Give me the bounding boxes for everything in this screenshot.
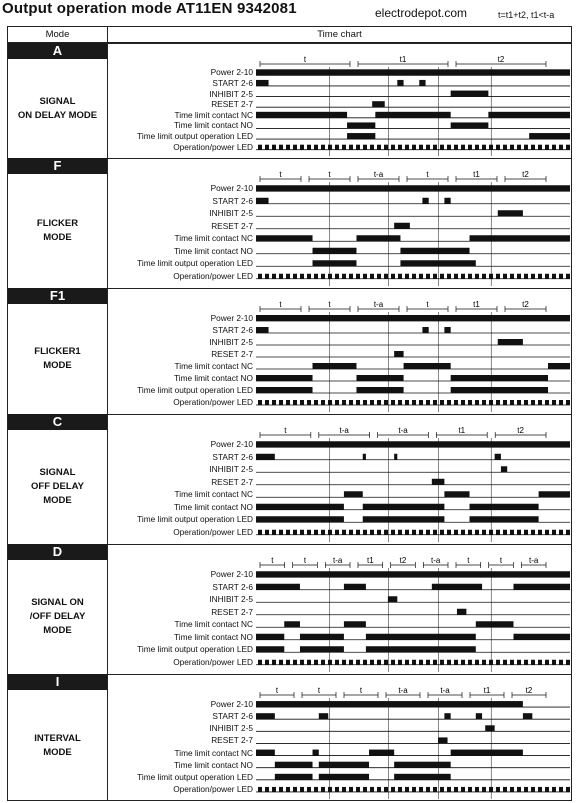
mode-name-1: SIGNAL ON DELAY MODE bbox=[17, 95, 98, 121]
dim-label: t bbox=[303, 55, 307, 64]
led-pulse bbox=[279, 787, 283, 792]
signal-high bbox=[256, 750, 275, 756]
mode-letter-6: I bbox=[8, 674, 107, 690]
mode-letter-5: D bbox=[8, 544, 107, 560]
led-pulse bbox=[468, 787, 472, 792]
signal-label: INHIBIT 2-5 bbox=[209, 88, 253, 99]
signal-high bbox=[394, 762, 451, 768]
signal-label: START 2-6 bbox=[212, 77, 253, 88]
dim-label: t1 bbox=[366, 556, 374, 565]
signal-label: Power 2-10 bbox=[210, 569, 253, 580]
signal-label: Operation/power LED bbox=[173, 270, 253, 281]
signal-high bbox=[319, 713, 328, 719]
dim-label: t-a bbox=[398, 686, 408, 695]
signal-label: Time limit contact NC bbox=[174, 619, 253, 630]
signal-label: Time limit contact NO bbox=[174, 245, 253, 256]
site-watermark: electrodepot.com bbox=[375, 6, 468, 20]
signal-label: INHIBIT 2-5 bbox=[209, 723, 253, 734]
mode-letter-3: F1 bbox=[8, 288, 107, 304]
dim-label: t-a bbox=[398, 426, 408, 435]
signal-label: RESET 2-7 bbox=[211, 99, 253, 110]
mode-column-header: Mode bbox=[45, 29, 70, 40]
led-pulse bbox=[377, 787, 381, 792]
signal-label: Power 2-10 bbox=[210, 313, 253, 323]
signal-label: Operation/power LED bbox=[173, 656, 253, 667]
led-pulse bbox=[328, 787, 332, 792]
led-pulse bbox=[405, 787, 409, 792]
led-pulse bbox=[461, 787, 465, 792]
dim-label: t-a bbox=[430, 556, 441, 565]
dim-label: t bbox=[426, 170, 429, 179]
led-pulse bbox=[286, 787, 290, 792]
signal-high bbox=[275, 762, 313, 768]
signal-label: INHIBIT 2-5 bbox=[209, 464, 253, 475]
led-pulse bbox=[510, 787, 514, 792]
signal-high bbox=[485, 725, 494, 731]
led-pulse bbox=[300, 787, 304, 792]
signal-high bbox=[476, 713, 482, 719]
page-title: Output operation mode AT11EN 9342081 bbox=[2, 0, 297, 17]
signal-label: Time limit output operation LED bbox=[137, 644, 253, 655]
dim-label: t bbox=[284, 426, 287, 435]
led-pulse bbox=[321, 787, 325, 792]
signal-label: Operation/power LED bbox=[173, 141, 253, 152]
signal-label: Time limit contact NO bbox=[174, 373, 253, 383]
signal-label: Time limit contact NO bbox=[174, 501, 253, 512]
led-pulse bbox=[447, 787, 451, 792]
signal-label: Time limit contact NO bbox=[174, 759, 253, 770]
led-pulse bbox=[265, 787, 269, 792]
dim-label: t2 bbox=[522, 170, 529, 179]
led-pulse bbox=[419, 787, 423, 792]
signal-high bbox=[319, 774, 369, 780]
led-pulse bbox=[517, 787, 521, 792]
led-pulse bbox=[524, 787, 528, 792]
dim-label: t-a bbox=[528, 556, 539, 565]
signal-label: Time limit output operation LED bbox=[137, 385, 253, 395]
signal-label: Time limit output operation LED bbox=[137, 131, 253, 142]
signal-high bbox=[438, 737, 447, 743]
signal-high bbox=[444, 713, 450, 719]
signal-high bbox=[523, 713, 532, 719]
signal-label: Time limit contact NC bbox=[174, 489, 253, 500]
signal-label: START 2-6 bbox=[212, 195, 253, 206]
led-pulse bbox=[314, 787, 318, 792]
led-pulse bbox=[293, 787, 297, 792]
signal-label: INHIBIT 2-5 bbox=[209, 594, 253, 605]
dim-label: t1 bbox=[399, 55, 407, 64]
mode-name-5: SIGNAL ON /OFF DELAY MODE bbox=[29, 597, 86, 636]
timing-formula: t=t1+t2, t1<t-a bbox=[498, 10, 555, 20]
signal-label: START 2-6 bbox=[212, 451, 253, 462]
led-pulse bbox=[391, 787, 395, 792]
dim-label: t-a bbox=[373, 300, 384, 309]
led-pulse bbox=[335, 787, 339, 792]
signal-high bbox=[319, 762, 369, 768]
led-pulse bbox=[412, 787, 416, 792]
mode-name-2: FLICKER MODE bbox=[36, 218, 79, 243]
signal-label: Time limit output operation LED bbox=[137, 514, 253, 525]
mode-letter-1: A bbox=[8, 43, 107, 59]
signal-label: Time limit contact NC bbox=[174, 233, 253, 244]
signal-label: START 2-6 bbox=[212, 581, 253, 592]
dim-label: t-a bbox=[332, 556, 343, 565]
signal-label: Time limit contact NC bbox=[174, 109, 253, 120]
header bbox=[0, 0, 577, 26]
dim-label: t-a bbox=[339, 426, 349, 435]
dim-label: t2 bbox=[517, 426, 524, 435]
mode-name-4: SIGNAL OFF DELAY MODE bbox=[31, 467, 84, 506]
signal-label: Time limit output operation LED bbox=[137, 258, 253, 269]
led-pulse bbox=[258, 787, 262, 792]
led-pulse bbox=[475, 787, 479, 792]
signal-label: INHIBIT 2-5 bbox=[209, 337, 253, 347]
dim-label: t1 bbox=[473, 300, 480, 309]
led-pulse bbox=[440, 787, 444, 792]
signal-label: Operation/power LED bbox=[173, 397, 253, 407]
led-pulse bbox=[538, 787, 542, 792]
dim-label: t bbox=[499, 556, 503, 565]
led-pulse bbox=[496, 787, 500, 792]
dim-label: t2 bbox=[522, 300, 529, 309]
time-chart-column-header: Time chart bbox=[317, 29, 362, 40]
signal-label: Time limit contact NC bbox=[174, 361, 253, 371]
dim-label: t bbox=[426, 300, 429, 309]
signal-label: INHIBIT 2-5 bbox=[209, 208, 253, 219]
dim-label: t2 bbox=[497, 55, 505, 64]
mode-name-6: INTERVAL MODE bbox=[34, 732, 81, 758]
led-pulse bbox=[349, 787, 353, 792]
dim-label: t bbox=[467, 556, 470, 565]
signal-label: Operation/power LED bbox=[173, 783, 253, 794]
led-pulse bbox=[552, 787, 556, 792]
timing-table bbox=[7, 26, 572, 801]
led-pulse bbox=[363, 787, 367, 792]
led-pulse bbox=[307, 787, 311, 792]
signal-label: RESET 2-7 bbox=[211, 735, 253, 746]
signal-high bbox=[451, 750, 523, 756]
led-pulse bbox=[342, 787, 346, 792]
signal-label: START 2-6 bbox=[212, 325, 253, 335]
signal-high bbox=[256, 701, 523, 707]
dim-label: t bbox=[303, 556, 307, 565]
dim-label: t bbox=[359, 686, 363, 695]
signal-label: Power 2-10 bbox=[210, 67, 253, 78]
dim-label: t bbox=[317, 686, 321, 695]
signal-high bbox=[256, 713, 275, 719]
signal-label: RESET 2-7 bbox=[211, 606, 253, 617]
mode-name-3: FLICKER1 MODE bbox=[34, 346, 81, 371]
dim-label: t2 bbox=[525, 686, 533, 695]
dim-label: t-a bbox=[373, 170, 384, 179]
signal-label: Power 2-10 bbox=[210, 699, 253, 710]
dim-label: t bbox=[328, 300, 331, 309]
led-pulse bbox=[426, 787, 430, 792]
led-pulse bbox=[531, 787, 535, 792]
dim-label: t1 bbox=[473, 170, 480, 179]
led-pulse bbox=[398, 787, 402, 792]
led-pulse bbox=[384, 787, 388, 792]
signal-label: Operation/power LED bbox=[173, 526, 253, 537]
led-pulse bbox=[454, 787, 458, 792]
signal-label: RESET 2-7 bbox=[211, 349, 253, 359]
led-pulse bbox=[503, 787, 507, 792]
time-chart-6 bbox=[8, 27, 573, 802]
signal-label: Time limit contact NO bbox=[174, 120, 253, 131]
signal-label: RESET 2-7 bbox=[211, 476, 253, 487]
dim-label: t2 bbox=[399, 556, 407, 565]
signal-label: RESET 2-7 bbox=[211, 220, 253, 231]
dim-label: t bbox=[271, 556, 274, 565]
led-pulse bbox=[356, 787, 360, 792]
signal-high bbox=[394, 774, 451, 780]
dim-label: t bbox=[328, 170, 331, 179]
led-pulse bbox=[559, 787, 563, 792]
signal-high bbox=[313, 750, 319, 756]
led-pulse bbox=[370, 787, 374, 792]
mode-letter-2: F bbox=[8, 158, 107, 174]
signal-label: Power 2-10 bbox=[210, 183, 253, 194]
led-pulse bbox=[272, 787, 276, 792]
signal-label: Power 2-10 bbox=[210, 439, 253, 450]
led-pulse bbox=[482, 787, 486, 792]
dim-label: t bbox=[279, 300, 282, 309]
dim-label: t1 bbox=[458, 426, 466, 435]
dim-label: t1 bbox=[483, 686, 491, 695]
dim-label: t-a bbox=[440, 686, 450, 695]
mode-letter-4: C bbox=[8, 414, 107, 430]
led-pulse bbox=[566, 787, 570, 792]
signal-label: Time limit output operation LED bbox=[137, 771, 253, 782]
signal-label: START 2-6 bbox=[212, 711, 253, 722]
led-pulse bbox=[545, 787, 549, 792]
signal-label: Time limit contact NC bbox=[174, 747, 253, 758]
led-pulse bbox=[433, 787, 437, 792]
dim-label: t bbox=[279, 170, 282, 179]
signal-high bbox=[369, 750, 394, 756]
signal-high bbox=[275, 774, 313, 780]
dim-label: t bbox=[275, 686, 279, 695]
signal-label: Time limit contact NO bbox=[174, 631, 253, 642]
